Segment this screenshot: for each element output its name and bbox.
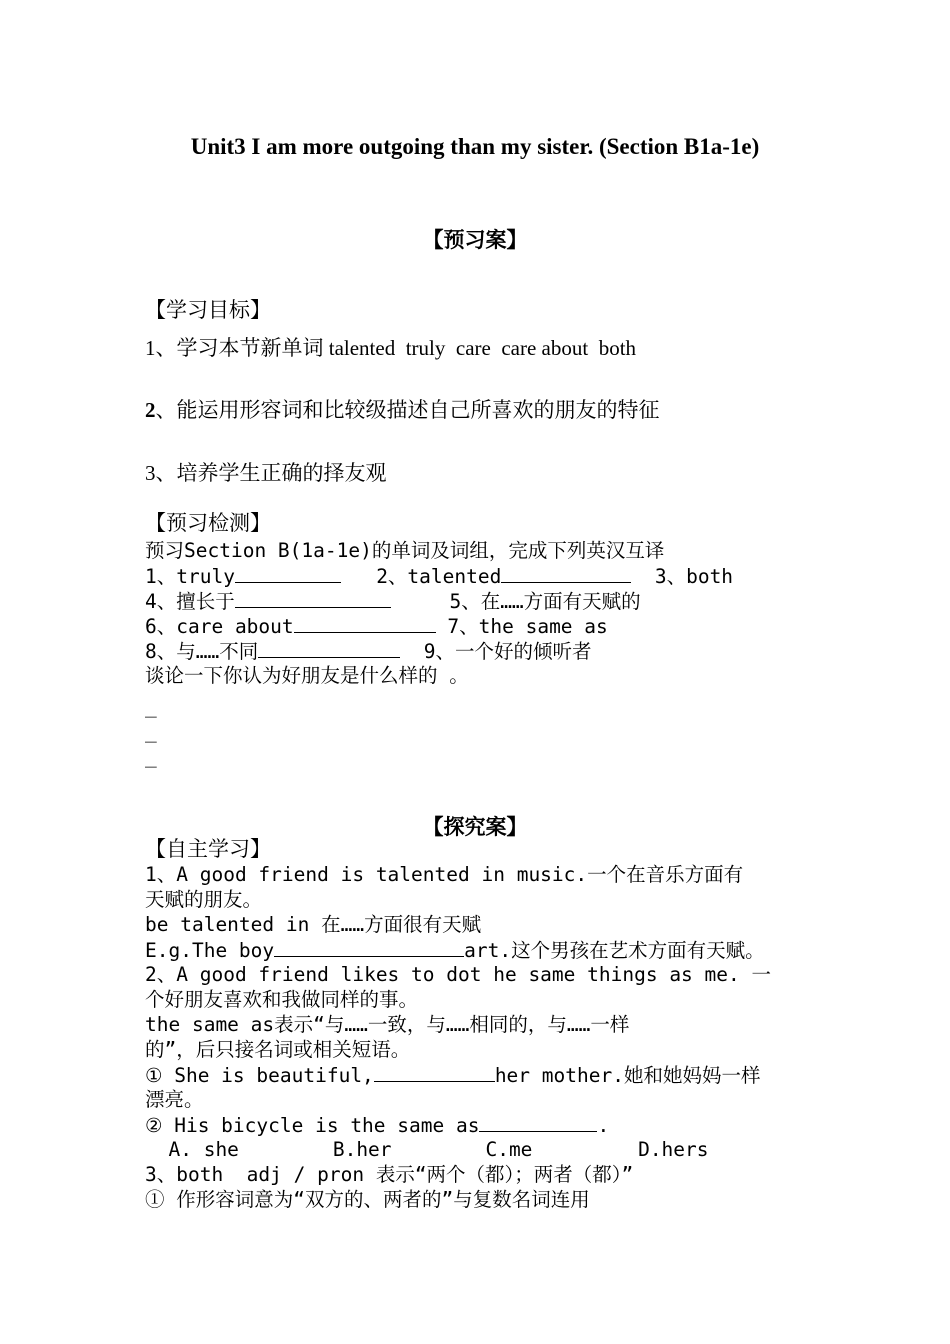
- exercise-2-end: .: [597, 1114, 610, 1137]
- answer-blank-8[interactable]: [258, 638, 400, 658]
- check-row-1: [145, 563, 733, 589]
- answer-blank-1[interactable]: [235, 563, 341, 583]
- exercise-2-options: A. she B.her C.me D.hers: [145, 1138, 709, 1161]
- objective-item-1: 1、学习本节新单词 talented truly care care about both: [145, 336, 637, 360]
- answer-blank-2[interactable]: [501, 563, 631, 583]
- example-answer-blank[interactable]: [274, 937, 464, 957]
- example-end: art.这个男孩在艺术方面有天赋。: [464, 939, 765, 962]
- question-2: 2、talented: [376, 565, 502, 588]
- check-row-2: [145, 588, 641, 614]
- objective-item-2-text: 、能运用形容词和比较级描述自己所喜欢的朋友的特征: [155, 398, 660, 422]
- question-3: 3、both: [654, 565, 734, 588]
- objectives-heading: 【学习目标】: [145, 298, 271, 322]
- discussion-prompt: 谈论一下你认为好朋友是什么样的 。: [145, 664, 469, 687]
- point-1-line-b: 天赋的朋友。: [145, 888, 263, 911]
- exercise-2: [145, 1112, 609, 1138]
- answer-blank-4[interactable]: [235, 588, 391, 608]
- question-4: 4、擅长于: [145, 590, 235, 613]
- exercise-1-blank[interactable]: [374, 1062, 495, 1082]
- question-6: 6、care about: [145, 615, 294, 638]
- self-study-heading: 【自主学习】: [145, 837, 271, 861]
- check-row-3: [145, 613, 608, 639]
- point-1-example: [145, 937, 765, 963]
- preview-section-heading: 【预习案】: [422, 227, 528, 252]
- point-3-line-b: ① 作形容词意为“双方的、两者的”与复数名词连用: [145, 1188, 590, 1211]
- check-row-4: [145, 638, 591, 664]
- answer-line-1[interactable]: _: [145, 695, 157, 718]
- point-1-line-c: be talented in 在……方面很有天赋: [145, 913, 482, 936]
- answer-blank-6[interactable]: [294, 613, 436, 633]
- explore-section-heading: 【探究案】: [422, 814, 528, 839]
- exercise-1-continued: 漂亮。: [145, 1088, 204, 1111]
- question-7: 7、the same as: [447, 615, 608, 638]
- question-5: 5、在……方面有天赋的: [449, 590, 641, 613]
- point-2-line-c: the same as表示“与……一致，与……相同的，与……一样: [145, 1013, 630, 1036]
- exercise-2-start: ② His bicycle is the same as: [145, 1114, 480, 1137]
- objective-item-3: 3、培养学生正确的择友观: [145, 461, 387, 485]
- question-1: 1、truly: [145, 565, 235, 588]
- exercise-1-start: ① She is beautiful,: [145, 1064, 374, 1087]
- exercise-1-end: her mother.她和她妈妈一样: [494, 1064, 761, 1087]
- question-9: 9、一个好的倾听者: [423, 640, 592, 663]
- page-title: Unit3 I am more outgoing than my sister. (Section B1a-1e): [190, 134, 760, 159]
- point-3-line-a: 3、both adj / pron 表示“两个（都）；两者（都）”: [145, 1163, 634, 1186]
- exercise-1: [145, 1062, 760, 1088]
- check-intro: 预习Section B(1a-1e)的单词及词组，完成下列英汉互译: [145, 539, 665, 562]
- point-1-line-a: 1、A good friend is talented in music.一个在音乐方面有: [145, 863, 744, 886]
- objective-item-2: [145, 398, 660, 423]
- point-2-line-a: 2、A good friend likes to dot he same things as me. 一: [145, 963, 771, 986]
- point-2-line-d: 的”，后只接名词或相关短语。: [145, 1038, 411, 1061]
- objective-item-2-number: 2: [145, 398, 156, 422]
- answer-line-3[interactable]: _: [145, 745, 157, 768]
- answer-line-2[interactable]: _: [145, 720, 157, 743]
- question-8: 8、与……不同: [145, 640, 259, 663]
- point-2-line-b: 个好朋友喜欢和我做同样的事。: [145, 988, 419, 1011]
- check-heading: 【预习检测】: [145, 511, 271, 535]
- exercise-2-blank[interactable]: [479, 1112, 597, 1132]
- example-start: E.g.The boy: [145, 939, 275, 962]
